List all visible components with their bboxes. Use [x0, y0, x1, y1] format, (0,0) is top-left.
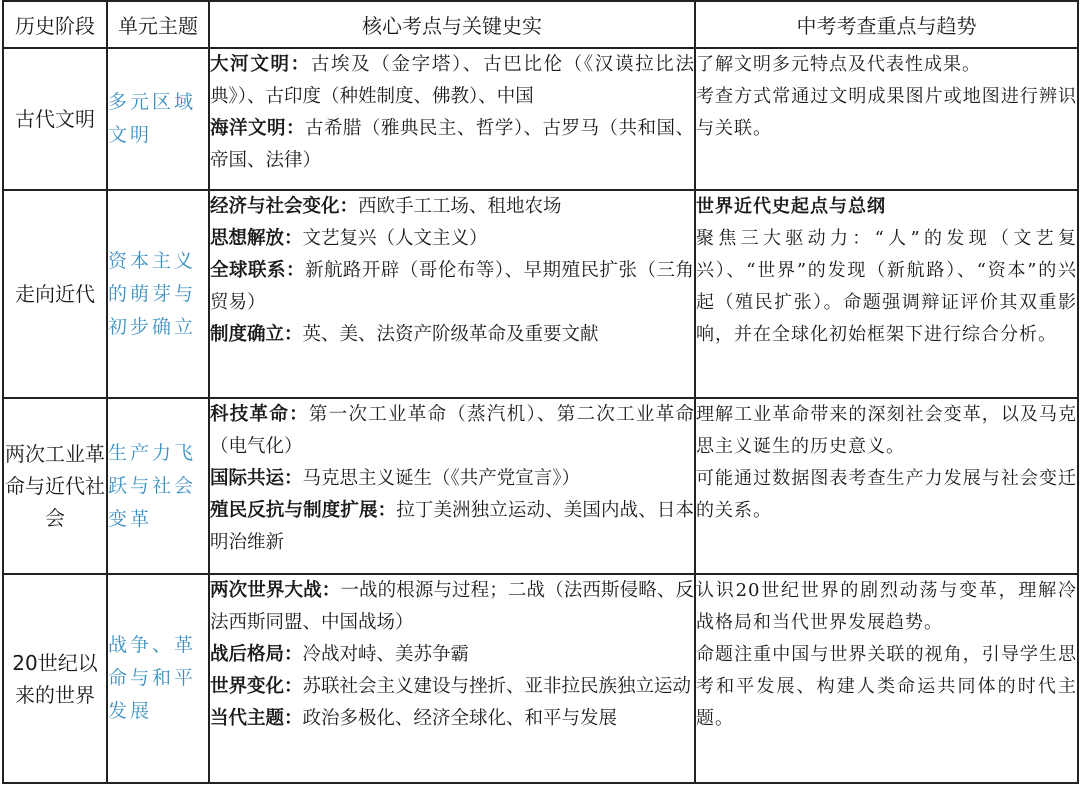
core-item [210, 463, 694, 495]
trend-paragraph: 考查方式常通过文明成果图片或地图进行辨识与关联。 [696, 86, 1077, 139]
core-item-text: 英、美、法资产阶级革命及重要文献 [302, 324, 599, 345]
table-row [3, 48, 1078, 190]
header-theme: 单元主题 [107, 1, 209, 48]
trend-paragraph: 可能通过数据图表考查生产力发展与社会变迁的关系。 [696, 468, 1077, 521]
table-row [3, 574, 1078, 783]
core-item [210, 255, 694, 319]
header-stage: 历史阶段 [3, 1, 107, 48]
core-item [210, 319, 694, 351]
trend-paragraph: 认识20世纪世界的剧烈动荡与变革，理解冷战格局和当代世界发展趋势。 [696, 580, 1077, 633]
core-item [210, 223, 694, 255]
core-item-text: 新航路开辟（哥伦布等）、早期殖民扩张（三角贸易） [210, 260, 694, 313]
core-item [210, 191, 694, 223]
header-row [3, 1, 1078, 48]
core-item-text: 一战的根源与过程；二战（法西斯侵略、反法西斯同盟、中国战场） [210, 580, 694, 633]
core-item-label: 战后格局： [210, 644, 303, 665]
core-item [210, 399, 694, 463]
core-item [210, 113, 694, 177]
core-item-text: 政治多极化、经济全球化、和平与发展 [302, 708, 618, 729]
trend-paragraph: 聚焦三大驱动力：“人”的发现（文艺复兴）、“世界”的发现（新航路）、“资本”的兴起（殖民扩张）。命题强调辩证评价其双重影响，并在全球化初始框架下进行综合分析。 [696, 228, 1077, 345]
trend-cell [695, 190, 1078, 398]
core-item-text: 古埃及（金字塔）、古巴比伦（《汉谟拉比法典》）、古印度（种姓制度、佛教）、中国 [210, 54, 694, 107]
table-row [3, 398, 1078, 574]
core-item-label: 殖民反抗与制度扩展： [210, 500, 397, 521]
core-item-text: 拉丁美洲独立运动、美国内战、日本明治维新 [210, 500, 694, 553]
header-trend: 中考考查重点与趋势 [695, 1, 1078, 48]
header-core: 核心考点与关键史实 [209, 1, 695, 48]
core-item-text: 第一次工业革命（蒸汽机）、第二次工业革命（电气化） [210, 404, 694, 457]
core-item [210, 671, 694, 703]
trend-cell [695, 574, 1078, 783]
core-item-label: 海洋文明： [210, 118, 305, 139]
core-item [210, 703, 694, 735]
theme-cell: 资本主义的萌芽与初步确立 [107, 190, 209, 398]
core-item-label: 全球联系： [210, 260, 305, 281]
core-item-label: 世界变化： [210, 676, 303, 697]
core-item [210, 575, 694, 639]
core-item-label: 大河文明： [210, 54, 311, 75]
core-item-label: 制度确立： [210, 324, 303, 345]
core-cell [209, 190, 695, 398]
core-item-text: 古希腊（雅典民主、哲学）、古罗马（共和国、帝国、法律） [210, 118, 694, 171]
theme-cell: 多元区域文明 [107, 48, 209, 190]
history-exam-table [2, 0, 1079, 784]
core-item-label: 经济与社会变化： [210, 196, 359, 217]
trend-heading: 世界近代史起点与总纲 [696, 196, 886, 217]
core-item-label: 当代主题： [210, 708, 303, 729]
core-item [210, 639, 694, 671]
stage-cell: 走向近代 [3, 190, 107, 398]
trend-cell [695, 48, 1078, 190]
core-item-text: 文艺复兴（人文主义） [302, 228, 488, 249]
core-item-text: 马克思主义诞生（《共产党宣言》） [302, 468, 581, 489]
table-row [3, 190, 1078, 398]
stage-cell: 两次工业革命与近代社会 [3, 398, 107, 574]
trend-paragraph: 了解文明多元特点及代表性成果。 [696, 54, 981, 75]
stage-cell: 古代文明 [3, 48, 107, 190]
core-item-label: 思想解放： [210, 228, 303, 249]
core-item-text: 西欧手工工场、租地农场 [358, 196, 562, 217]
trend-paragraph: 命题注重中国与世界关联的视角，引导学生思考和平发展、构建人类命运共同体的时代主题。 [696, 644, 1077, 729]
trend-cell [695, 398, 1078, 574]
core-item [210, 495, 694, 559]
theme-cell: 战争、革命与和平发展 [107, 574, 209, 783]
core-cell [209, 574, 695, 783]
theme-cell: 生产力飞跃与社会变革 [107, 398, 209, 574]
stage-cell: 20世纪以来的世界 [3, 574, 107, 783]
core-cell [209, 48, 695, 190]
core-item-label: 科技革命： [210, 404, 309, 425]
trend-paragraph: 理解工业革命带来的深刻社会变革，以及马克思主义诞生的历史意义。 [696, 404, 1077, 457]
core-item-label: 两次世界大战： [210, 580, 341, 601]
core-item-text: 苏联社会主义建设与挫折、亚非拉民族独立运动 [302, 676, 692, 697]
core-item-label: 国际共运： [210, 468, 303, 489]
core-item-text: 冷战对峙、美苏争霸 [302, 644, 470, 665]
core-item [210, 49, 694, 113]
core-cell [209, 398, 695, 574]
